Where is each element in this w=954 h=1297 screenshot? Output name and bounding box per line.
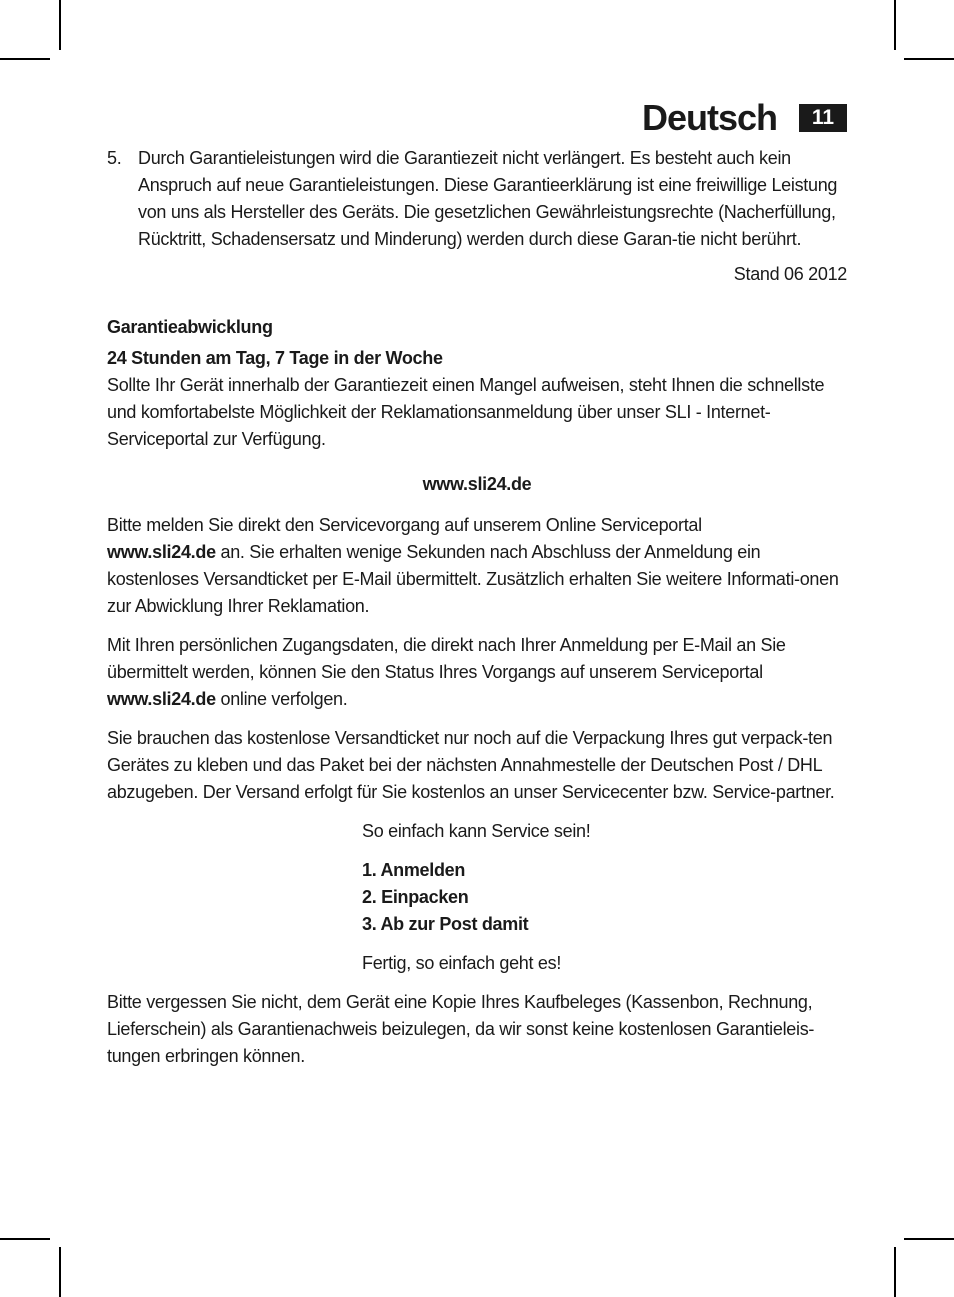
step-item: 3. Ab zur Post damit [362, 914, 529, 934]
paragraph-status [107, 632, 847, 713]
steps-list [362, 857, 847, 938]
page-header [642, 96, 847, 140]
paragraph-status-rest: online verfolgen. [215, 689, 348, 709]
language-title: Deutsch [641, 97, 777, 138]
paragraph-shipping: Sie brauchen das kostenlose Versandticket nur noch auf die Verpackung Ihres gut verpack-ten Gerätes zu kleben und das Paket bei der nächsten Annahmestelle der Deutschen Post / DHL abzugeben. Der Versand erfolgt für Sie kostenlos an unser Servicecenter bzw. Service-partner. [107, 728, 835, 802]
website-link-inline[interactable]: www.sli24.de [107, 542, 216, 562]
stand-date: Stand 06 2012 [733, 264, 847, 284]
crop-mark-top-right-vertical [894, 0, 896, 50]
crop-mark-top-left-vertical [59, 0, 61, 50]
paragraph-register-rest: an. Sie erhalten wenige Sekunden nach Abschluss der Anmeldung ein kostenloses Versandticket per E-Mail übermittelt. Zusätzlich erhalten Sie weitere Informati-onen zur Abwicklung Ihrer Reklamation. [107, 542, 839, 616]
crop-mark-bottom-left-vertical [59, 1247, 61, 1297]
list-item-5 [107, 145, 847, 253]
list-item-text: Durch Garantieleistungen wird die Garantiezeit nicht verlängert. Es besteht auch kein Anspruch auf neue Garantieleistungen. Diese Garantieerklärung ist eine freiwillige Leistung von uns als Hersteller des Geräts. Die gesetzlichen Gewährleistungsrechte (Nacherfüllung, Rücktritt, Schadensersatz und Minderung) werden durch diese Garan-tie nicht berührt. [138, 148, 838, 249]
paragraph-register [107, 512, 847, 620]
page-content [107, 145, 847, 1082]
intro-paragraph: Sollte Ihr Gerät innerhalb der Garantiezeit einen Mangel aufweisen, steht Ihnen die schnellste und komfortabelste Möglichkeit der Reklamationsanmeldung über unser SLI - Internet-Serviceportal zur Verfügung. [107, 375, 825, 449]
crop-mark-top-left-horizontal [0, 58, 50, 60]
page-number-badge: 11 [799, 104, 847, 132]
crop-mark-bottom-left-horizontal [0, 1238, 50, 1240]
section-subheading: 24 Stunden am Tag, 7 Tage in der Woche [107, 348, 443, 368]
step-item: 1. Anmelden [362, 860, 466, 880]
step-item: 2. Einpacken [362, 887, 469, 907]
crop-mark-bottom-right-horizontal [904, 1238, 954, 1240]
crop-mark-top-right-horizontal [904, 58, 954, 60]
slogan: So einfach kann Service sein! [362, 821, 591, 841]
list-item-number: 5. [107, 148, 122, 168]
website-link[interactable]: www.sli24.de [422, 474, 532, 494]
section-heading: Garantieabwicklung [107, 317, 273, 337]
paragraph-status-text: Mit Ihren persönlichen Zugangsdaten, die direkt nach Ihrer Anmeldung per E-Mail an Sie übermittelt werden, können Sie den Status Ihres Vorgangs auf unserem Serviceportal [107, 635, 786, 682]
website-link-inline[interactable]: www.sli24.de [107, 689, 216, 709]
final-paragraph: Bitte vergessen Sie nicht, dem Gerät eine Kopie Ihres Kaufbeleges (Kassenbon, Rechnung, Lieferschein) als Garantienachweis beizulegen, da wir sonst keine kostenlosen Garantieleis-tungen erbringen können. [107, 992, 815, 1066]
done-line: Fertig, so einfach geht es! [362, 953, 562, 973]
paragraph-register-text: Bitte melden Sie direkt den Servicevorgang auf unserem Online Serviceportal [107, 515, 702, 535]
crop-mark-bottom-right-vertical [894, 1247, 896, 1297]
